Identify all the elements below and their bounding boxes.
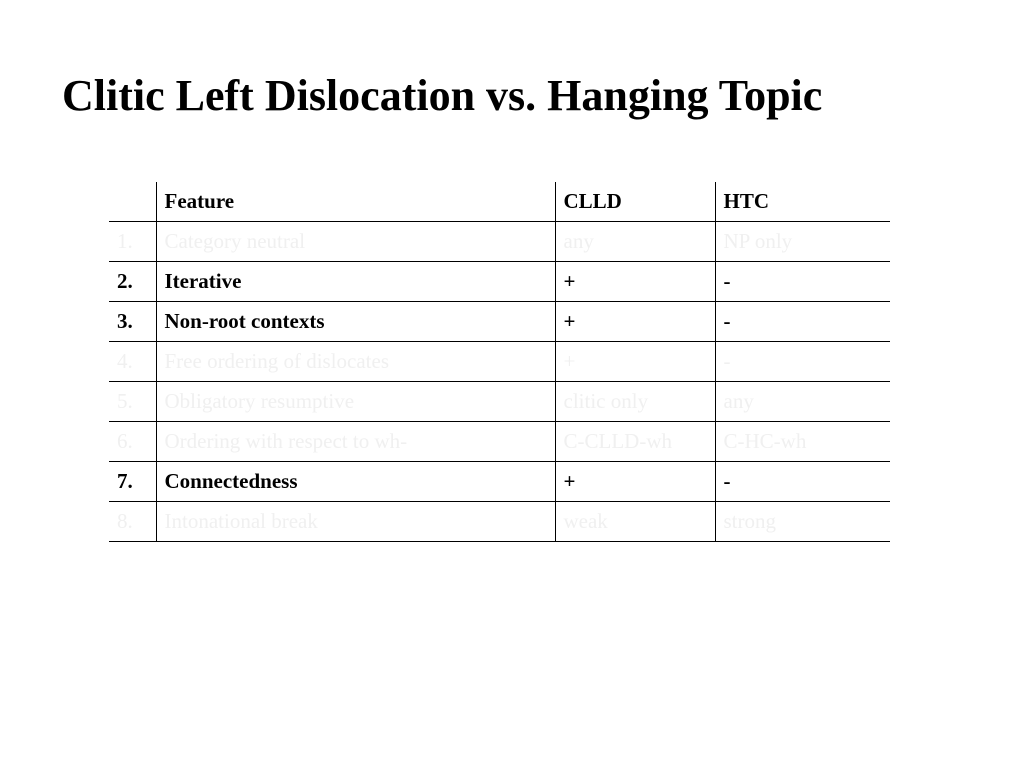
row-feature: Obligatory resumptive — [156, 382, 555, 422]
row-htc-value: strong — [715, 502, 890, 542]
row-htc-value: NP only — [715, 222, 890, 262]
table-row — [109, 222, 890, 262]
row-number: 6. — [109, 422, 156, 462]
table-row — [109, 502, 890, 542]
row-feature: Connectedness — [156, 462, 555, 502]
header-feature: Feature — [156, 182, 555, 222]
row-number: 8. — [109, 502, 156, 542]
row-htc-value: - — [715, 302, 890, 342]
row-clld-value: clitic only — [555, 382, 715, 422]
row-clld-value: + — [555, 262, 715, 302]
table-row — [109, 342, 890, 382]
table-header-row — [109, 182, 890, 222]
row-number: 5. — [109, 382, 156, 422]
row-feature: Non-root contexts — [156, 302, 555, 342]
row-clld-value: any — [555, 222, 715, 262]
table-row — [109, 382, 890, 422]
table-row — [109, 262, 890, 302]
header-clld: CLLD — [555, 182, 715, 222]
row-htc-value: - — [715, 342, 890, 382]
row-feature: Iterative — [156, 262, 555, 302]
row-feature: Ordering with respect to wh- — [156, 422, 555, 462]
row-clld-value: + — [555, 302, 715, 342]
row-clld-value: + — [555, 342, 715, 382]
header-htc: HTC — [715, 182, 890, 222]
row-clld-value: weak — [555, 502, 715, 542]
row-number: 3. — [109, 302, 156, 342]
row-clld-value: + — [555, 462, 715, 502]
slide-title: Clitic Left Dislocation vs. Hanging Topic — [62, 71, 823, 120]
row-number: 1. — [109, 222, 156, 262]
row-htc-value: - — [715, 462, 890, 502]
table-row — [109, 462, 890, 502]
row-clld-value: C-CLLD-wh — [555, 422, 715, 462]
row-number: 2. — [109, 262, 156, 302]
row-number: 4. — [109, 342, 156, 382]
row-feature: Category neutral — [156, 222, 555, 262]
feature-comparison-table — [109, 182, 890, 542]
row-htc-value: - — [715, 262, 890, 302]
table-row — [109, 422, 890, 462]
row-feature: Free ordering of dislocates — [156, 342, 555, 382]
row-number: 7. — [109, 462, 156, 502]
header-number — [109, 182, 156, 222]
table-row — [109, 302, 890, 342]
row-htc-value: C-HC-wh — [715, 422, 890, 462]
row-feature: Intonational break — [156, 502, 555, 542]
row-htc-value: any — [715, 382, 890, 422]
